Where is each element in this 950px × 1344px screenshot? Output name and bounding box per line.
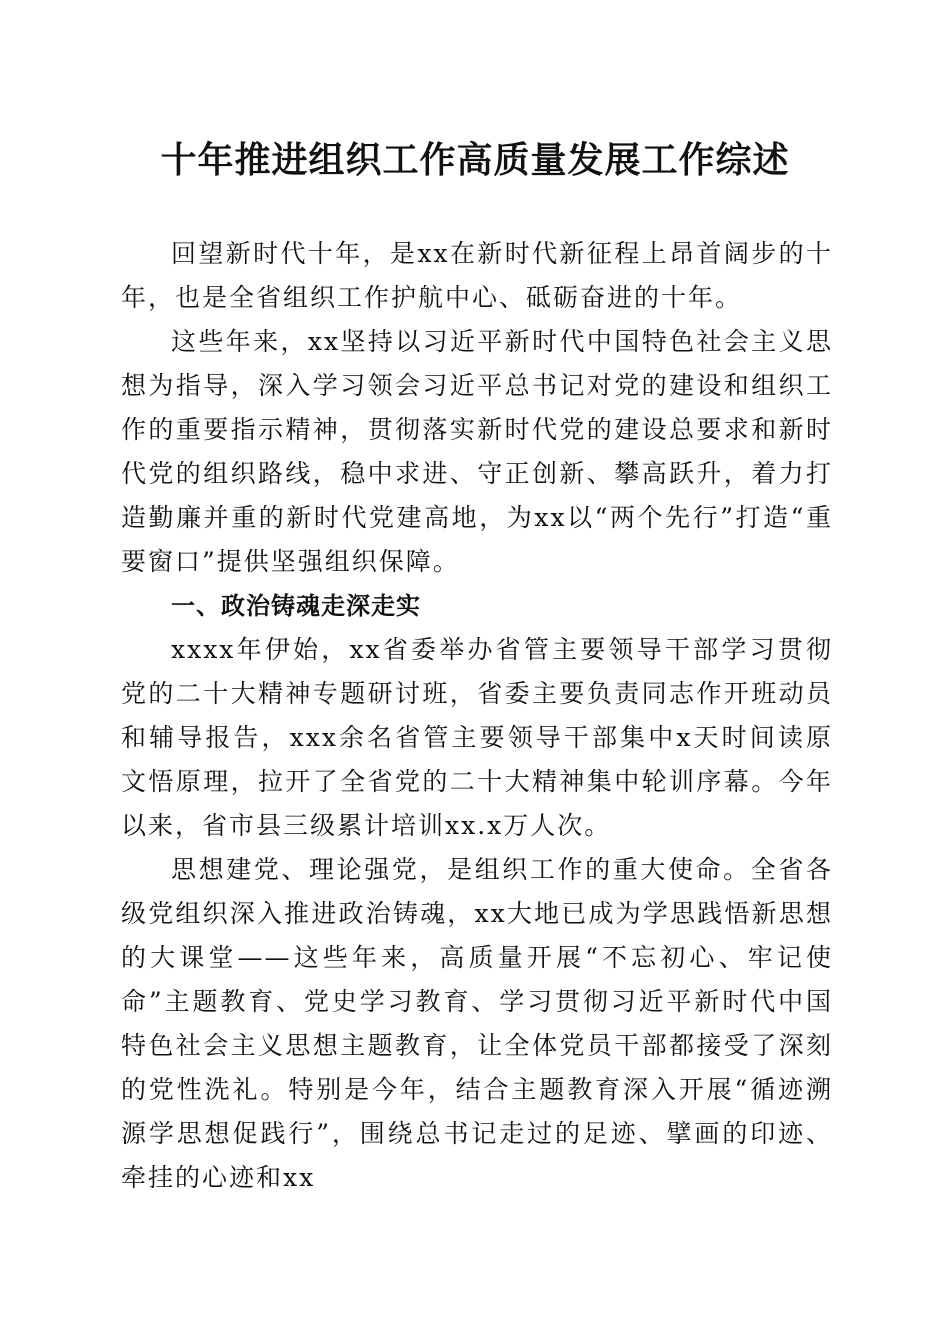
document-body: [121, 232, 833, 1200]
paragraph-overview: 这些年来，xx坚持以习近平新时代中国特色社会主义思想为指导，深入学习领会习近平总书记对党的建设和组织工作的重要指示精神，贯彻落实新时代党的建设总要求和新时代党的组织路线，稳中求进、守正创新、攀高跃升，着力打造勤廉并重的新时代党建高地，为xx以“两个先行”打造“重要窗口”提供坚强组织保障。: [121, 327, 833, 576]
paragraph-ideology: 思想建党、理论强党，是组织工作的重大使命。全省各级党组织深入推进政治铸魂，xx大地已成为学思践悟新思想的大课堂——这些年来，高质量开展“不忘初心、牢记使命”主题教育、党史学习教育、学习贯彻习近平新时代中国特色社会主义思想主题教育，让全体党员干部都接受了深刻的党性洗礼。特别是今年，结合主题教育深入开展“循迹溯源学思想促践行”，围绕总书记走过的足迹、擘画的印迹、牵挂的心迹和xx: [121, 855, 833, 1192]
section-heading-1: 一、政治铸魂走深走实: [171, 592, 421, 620]
paragraph-training: xxxx年伊始，xx省委举办省管主要领导干部学习贯彻党的二十大精神专题研讨班，省委主要负责同志作开班动员和辅导报告，xxx余名省管主要领导干部集中x天时间读原文悟原理，拉开了全省党的二十大精神集中轮训序幕。今年以来，省市县三级累计培训xx.x万人次。: [121, 635, 833, 840]
document-title: 十年推进组织工作高质量发展工作综述: [160, 139, 790, 181]
paragraph-intro: 回望新时代十年，是xx在新时代新征程上昂首阔步的十年，也是全省组织工作护航中心、砥砺奋进的十年。: [121, 239, 833, 312]
